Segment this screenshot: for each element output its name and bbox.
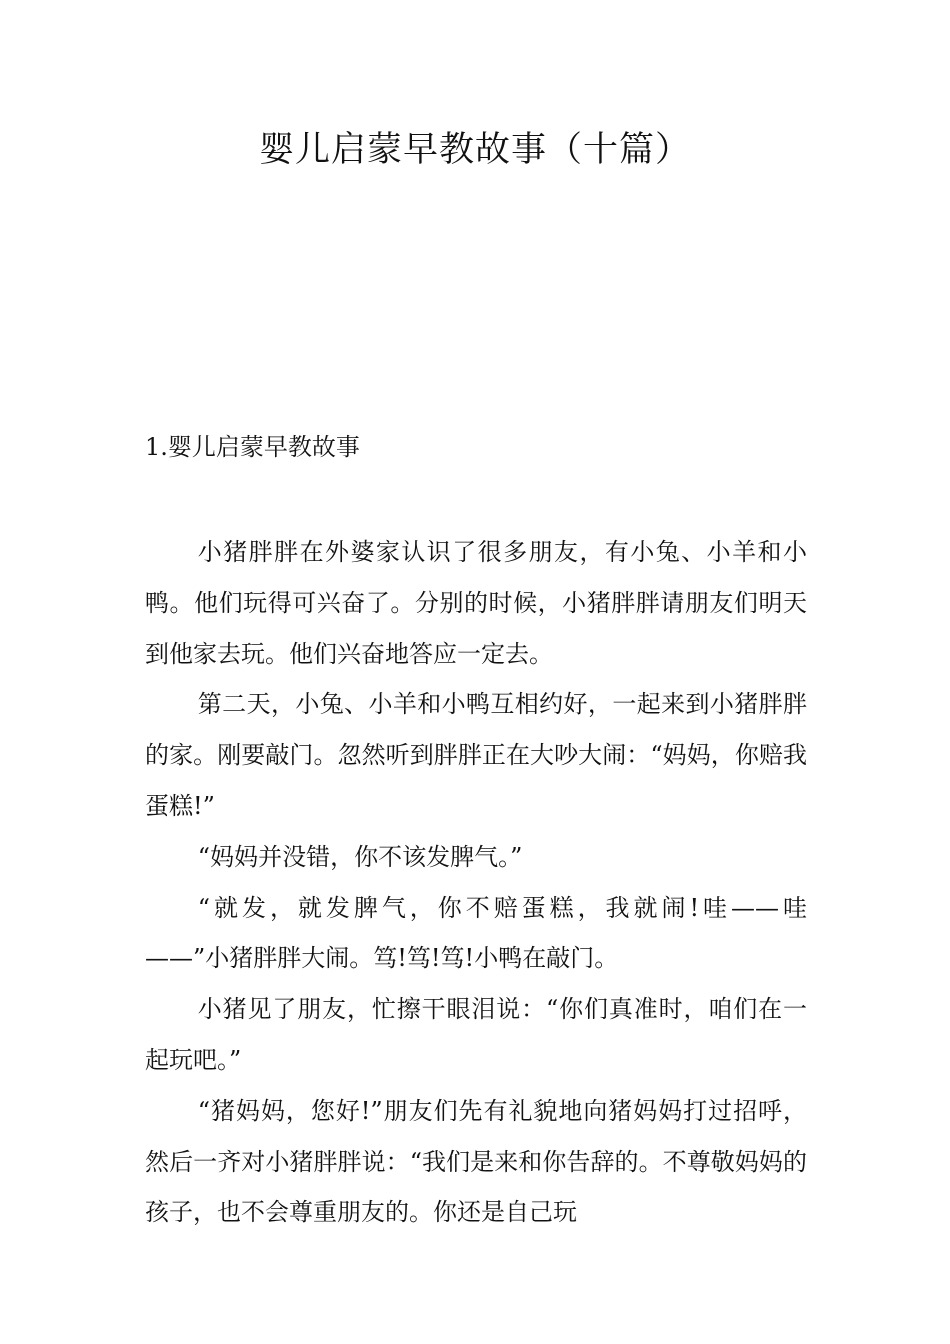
document-title: 婴儿启蒙早教故事（十篇） <box>258 130 691 170</box>
story-paragraph: “猪妈妈，您好!”朋友们先有礼貌地向猪妈妈打过招呼，然后一齐对小猪胖胖说：“我们是来和你告辞的。不尊敬妈妈的孩子，也不会尊重朋友的。你还是自己玩 <box>145 1096 807 1227</box>
section-heading: 1.婴儿启蒙早教故事 <box>145 433 360 461</box>
story-body <box>145 527 807 1238</box>
story-paragraph: “妈妈并没错，你不该发脾气。” <box>197 842 523 871</box>
story-paragraph: 小猪胖胖在外婆家认识了很多朋友，有小兔、小羊和小鸭。他们玩得可兴奋了。分别的时候，小猪胖胖请朋友们明天到他家去玩。他们兴奋地答应一定去。 <box>145 538 807 668</box>
story-paragraph: “就发，就发脾气，你不赔蛋糕，我就闹!哇——哇——”小猪胖胖大闹。笃!笃!笃!小鸭在敲门。 <box>145 893 807 973</box>
story-paragraph: 第二天，小兔、小羊和小鸭互相约好，一起来到小猪胖胖的家。刚要敲门。忽然听到胖胖正在大吵大闹：“妈妈，你赔我蛋糕!” <box>145 690 807 820</box>
story-paragraph: 小猪见了朋友，忙擦干眼泪说：“你们真准时，咱们在一起玩吧。” <box>145 995 807 1074</box>
